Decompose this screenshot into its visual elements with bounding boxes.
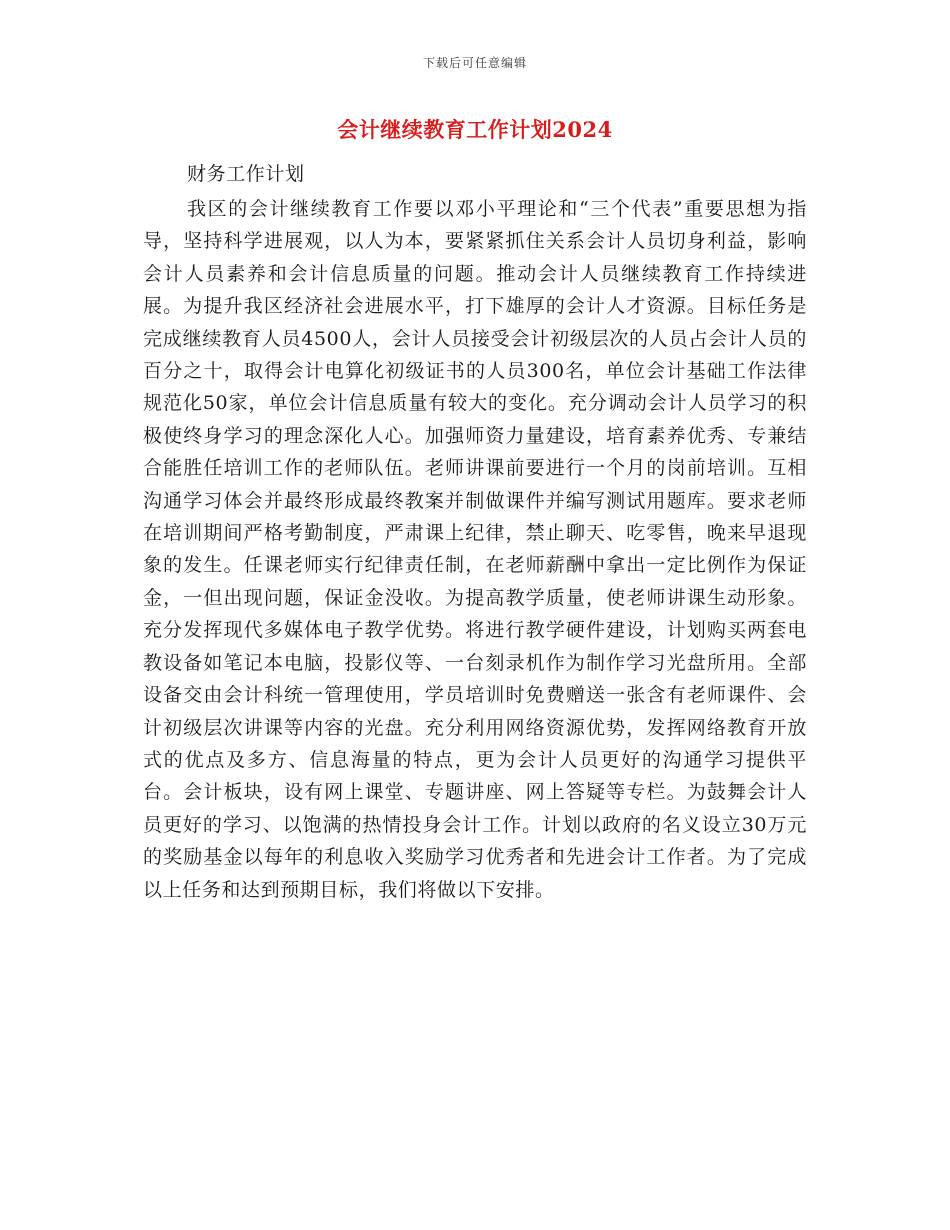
document-title: 会计继续教育工作计划2024 [337, 117, 613, 142]
document-subtitle: 财务工作计划 [187, 163, 305, 185]
body-paragraph: 我区的会计继续教育工作要以邓小平理论和“三个代表”重要思想为指导，坚持科学进展观，以人为本，要紧紧抓住关系会计人员切身利益，影响会计人员素养和会计信息质量的问题。推动会计人员继续教育工作持续进展。为提升我区经济社会进展水平，打下雄厚的会计人才资源。目标任务是完成继续教育人员4500人，会计人员接受会计初级层次的人员占会计人员的百分之十，取得会计电算化初级证书的人员300名，单位会计基础工作法律规范化50家，单位会计信息质量有较大的变化。充分调动会计人员学习的积极使终身学习的理念深化人心。加强师资力量建设，培育素养优秀、专兼结合能胜任培训工作的老师队伍。老师讲课前要进行一个月的岗前培训。互相沟通学习体会并最终形成最终教案并制做课件并编写测试用题库。要求老师在培训期间严格考勤制度，严肃课上纪律，禁止聊天、吃零售，晚来早退现象的发生。任课老师实行纪律责任制，在老师薪酬中拿出一定比例作为保证金，一但出现问题，保证金没收。为提高教学质量，使老师讲课生动形象。充分发挥现代多媒体电子教学优势。将进行教学硬件建设，计划购买两套电教设备如笔记本电脑，投影仪等、一台刻录机作为制作学习光盘所用。全部设备交由会计科统一管理使用，学员培训时免费赠送一张含有老师课件、会计初级层次讲课等内容的光盘。充分利用网络资源优势，发挥网络教育开放式的优点及多方、信息海量的特点，更为会计人员更好的沟通学习提供平台。会计板块，设有网上课堂、专题讲座、网上答疑等专栏。为鼓舞会计人员更好的学习、以饱满的热情投身会计工作。计划以政府的名义设立30万元的奖励基金以每年的利息收入奖励学习优秀者和先进会计工作者。为了完成以上任务和达到预期目标，我们将做以下安排。 [143, 198, 807, 901]
page-header-note: 下载后可任意编辑 [422, 56, 527, 70]
